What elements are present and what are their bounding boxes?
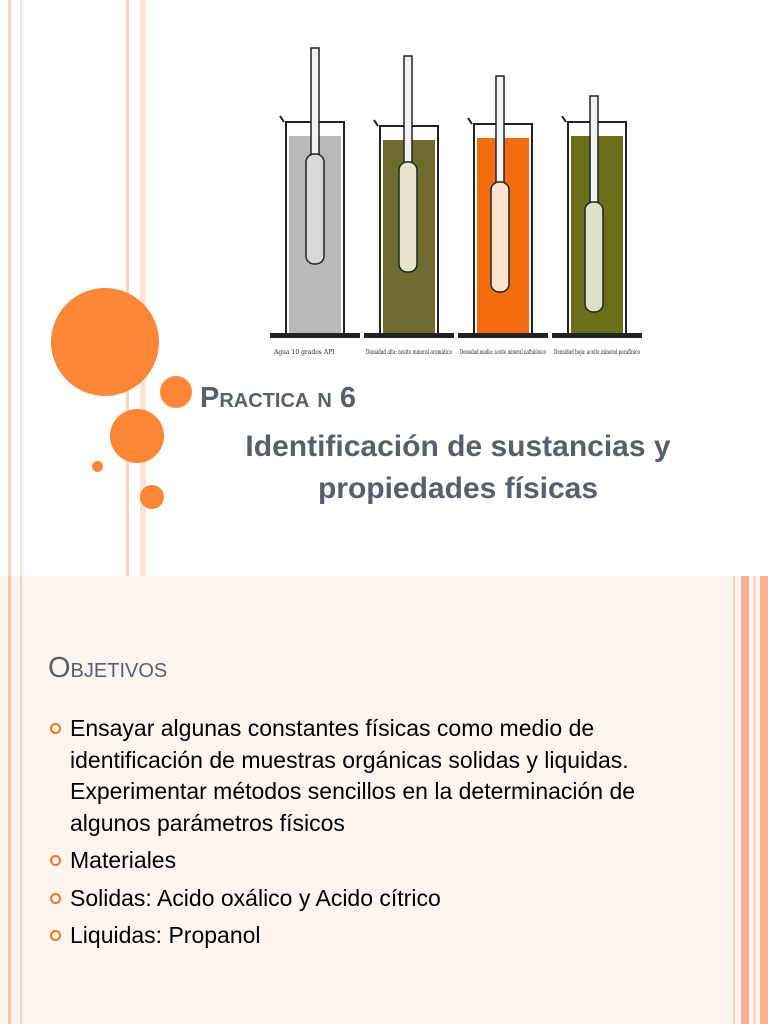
title-text: Practica n 6 — [200, 382, 357, 414]
decorative-stripe — [753, 576, 756, 1024]
cylinder-naphthenic-oil — [458, 76, 548, 338]
bullet-icon — [50, 855, 61, 866]
cylinder-water — [270, 48, 360, 338]
decorative-stripe — [733, 576, 735, 1024]
decorative-stripe — [20, 0, 22, 576]
bullet-text: Materiales — [70, 847, 177, 873]
slide-subtitle: Identificación de sustancias y propiedades físicas — [245, 430, 671, 505]
decorative-stripe — [741, 576, 749, 1024]
decorative-circle — [160, 376, 192, 408]
decorative-circle — [92, 461, 103, 472]
image-caption: Densidad baja: aceite mineral parafínico — [554, 349, 641, 356]
cylinder-aromatic-oil — [364, 56, 454, 338]
hydrometer-cylinders-image — [262, 44, 642, 374]
decorative-circle — [51, 288, 159, 396]
list-item — [48, 845, 668, 877]
cylinder-paraffinic-oil — [552, 96, 642, 338]
image-caption: Agua 10 grados API — [274, 349, 335, 356]
list-item — [48, 883, 668, 915]
title-text: Objetivos — [48, 652, 168, 684]
bullet-list — [48, 713, 668, 958]
list-item — [48, 713, 668, 839]
decorative-circle — [110, 409, 164, 463]
bullet-text: Ensayar algunas constantes físicas como medio de identificación de muestras orgánicas solidas y liquidas. Experimentar métodos sencillos en la determinación de algunos parámetros físicos — [70, 715, 636, 836]
decorative-stripe — [126, 0, 129, 576]
decorative-stripe — [8, 576, 11, 1024]
decorative-stripe — [760, 576, 768, 1024]
bullet-text: Liquidas: Propanol — [70, 922, 261, 948]
image-caption: Densidad media: aceite mineral naftalénico — [460, 349, 547, 356]
decorative-stripe — [8, 0, 11, 576]
decorative-stripe — [20, 576, 22, 1024]
list-item — [48, 920, 668, 952]
bullet-icon — [50, 723, 61, 734]
decorative-circle — [140, 485, 164, 509]
bullet-icon — [50, 930, 61, 941]
slide-title — [200, 382, 356, 415]
slide-2 — [0, 576, 768, 1024]
image-caption: Densidad alta: aceite mineral aromático — [366, 349, 453, 356]
bullet-icon — [50, 893, 61, 904]
slide-title — [48, 652, 167, 685]
bullet-text: Solidas: Acido oxálico y Acido cítrico — [70, 884, 441, 911]
